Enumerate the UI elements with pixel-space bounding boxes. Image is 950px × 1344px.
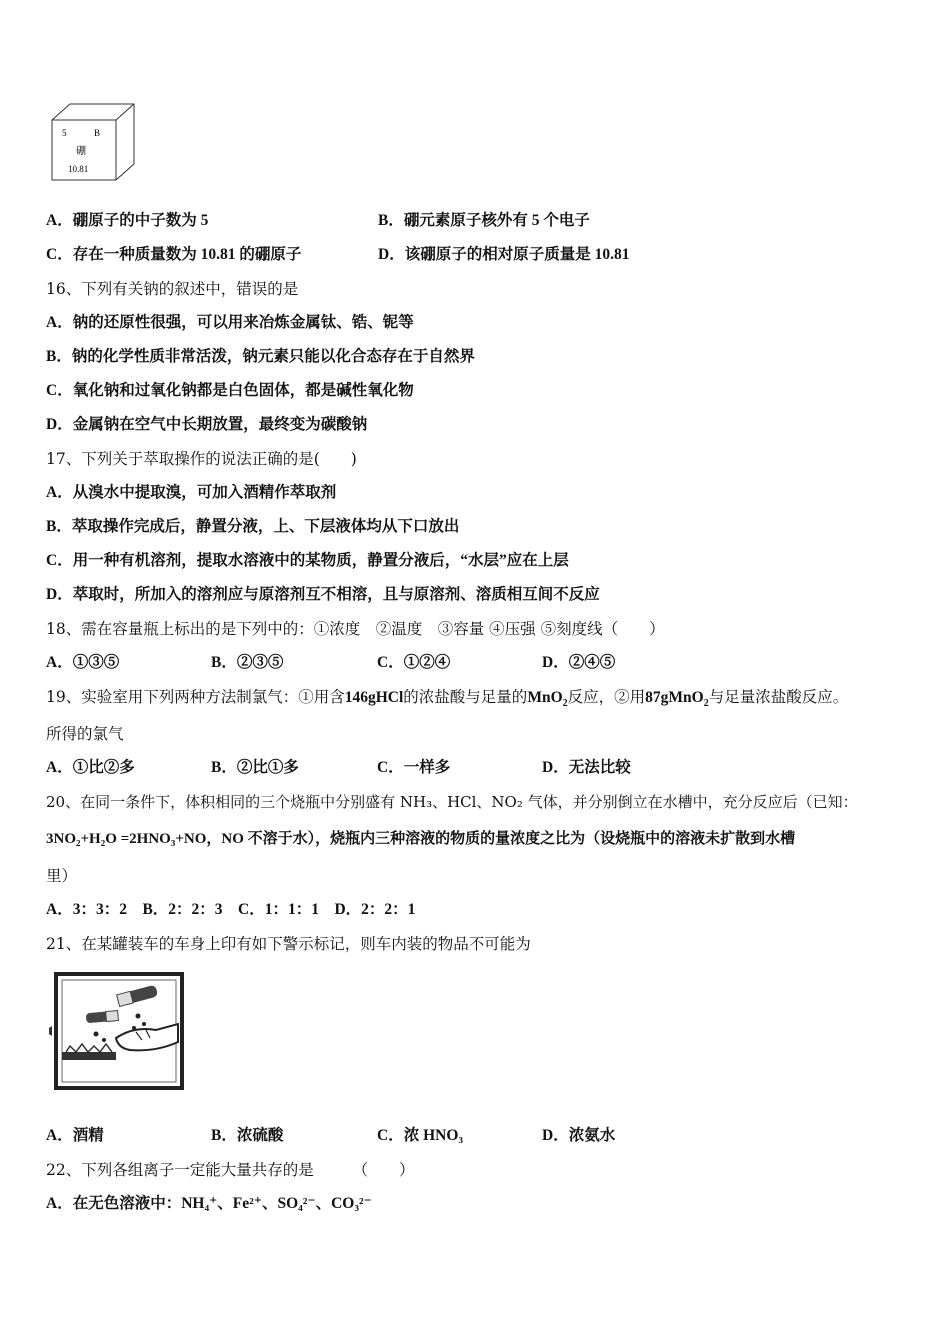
- q19-mno2-formula: MnO$_2$: [527, 689, 568, 710]
- q20-stem-line3: 里）: [46, 867, 78, 885]
- q17-option-b: B．萃取操作完成后，静置分液，上、下层液体均从下口放出: [46, 518, 460, 535]
- q19-option-b: B．②比①多: [211, 759, 299, 776]
- q19-option-c: C．一样多: [377, 759, 451, 776]
- q22-option-a: A．在无色溶液中：NH₄⁺、Fe²⁺、SO₄²⁻、CO₃²⁻: [46, 1195, 372, 1212]
- element-number: 5: [62, 128, 67, 138]
- q18-option-b: B．②③⑤: [211, 654, 284, 671]
- q19-stem: [46, 687, 848, 708]
- q19-stem-part: 的浓盐酸与足量的: [403, 688, 528, 706]
- q18-option-d: D．②④⑤: [542, 654, 616, 671]
- q20-stem-line2: 3NO₂+H₂O =2HNO₃+NO，NO 不溶于水），烧瓶内三种溶液的物质的量浓度之比为（设烧瓶中的溶液未扩散到水槽: [46, 831, 796, 847]
- q15-option-b: B．硼元素原子核外有 5 个电子: [378, 212, 590, 229]
- q17-stem: 17、下列关于萃取操作的说法正确的是( ): [46, 450, 357, 468]
- q21-option-c: C．浓 HNO₃: [377, 1127, 464, 1144]
- q19-hcl-mass: 146gHCl: [344, 689, 404, 706]
- corrosive-warning-sign-icon: [46, 968, 186, 1094]
- q15-option-c: C．存在一种质量数为 10.81 的硼原子: [46, 246, 302, 263]
- q17-option-c: C．用一种有机溶剂，提取水溶液中的某物质，静置分液后，“水层”应在上层: [46, 552, 569, 569]
- q15-option-a: A．硼原子的中子数为 5: [46, 212, 209, 229]
- q18-stem: 18、需在容量瓶上标出的是下列中的：①浓度 ②温度 ③容量 ④压强 ⑤刻度线（ ）: [46, 620, 665, 638]
- q19-mno2-mass: 87gMnO$_2$: [645, 689, 709, 710]
- q16-stem: 16、下列有关钠的叙述中，错误的是: [46, 280, 299, 298]
- q19-option-d: D．无法比较: [542, 759, 631, 776]
- q19-stem-part: 19、实验室用下列两种方法制氯气：①用含: [46, 688, 345, 706]
- q16-option-d: D．金属钠在空气中长期放置，最终变为碳酸钠: [46, 416, 368, 433]
- q19-stem-part: 反应，②用: [567, 688, 646, 706]
- q20-options: A．3：3：2 B．2：2：3 C．1：1：1 D．2：2：1: [46, 901, 416, 918]
- q17-option-a: A．从溴水中提取溴，可加入酒精作萃取剂: [46, 484, 337, 501]
- q20-stem-line1: 20、在同一条件下，体积相同的三个烧瓶中分别盛有 NH₃、HCl、NO₂ 气体，并分别倒立在水槽中，充分反应后（已知：: [46, 793, 858, 811]
- boron-element-card-figure: [50, 102, 136, 182]
- q16-option-c: C．氧化钠和过氧化钠都是白色固体，都是碱性氧化物: [46, 382, 414, 399]
- q21-stem: 21、在某罐装车的车身上印有如下警示标记，则车内装的物品不可能为: [46, 935, 531, 953]
- element-mass: 10.81: [68, 164, 89, 174]
- q16-option-a: A．钠的还原性很强，可以用来冶炼金属钛、锆、铌等: [46, 314, 414, 331]
- q19-stem-part: 与足量浓盐酸反应。: [708, 688, 849, 706]
- q19-stem-line2: 所得的氯气: [46, 725, 124, 743]
- q16-option-b: B．钠的化学性质非常活泼，钠元素只能以化合态存在于自然界: [46, 348, 475, 365]
- q17-option-d: D．萃取时，所加入的溶剂应与原溶剂互不相溶，且与原溶剂、溶质相互间不反应: [46, 586, 600, 603]
- element-name: 硼: [76, 146, 86, 157]
- q18-option-a: A．①③⑤: [46, 654, 120, 671]
- q15-option-d: D．该硼原子的相对原子质量是 10.81: [378, 246, 630, 263]
- element-symbol: B: [94, 128, 101, 138]
- q21-option-a: A．酒精: [46, 1127, 104, 1144]
- q18-option-c: C．①②④: [377, 654, 451, 671]
- q21-option-d: D．浓氨水: [542, 1127, 616, 1144]
- q22-stem: 22、下列各组离子一定能大量共存的是 （ ）: [46, 1161, 415, 1179]
- q19-option-a: A．①比②多: [46, 759, 135, 776]
- q21-option-b: B．浓硫酸: [211, 1127, 284, 1144]
